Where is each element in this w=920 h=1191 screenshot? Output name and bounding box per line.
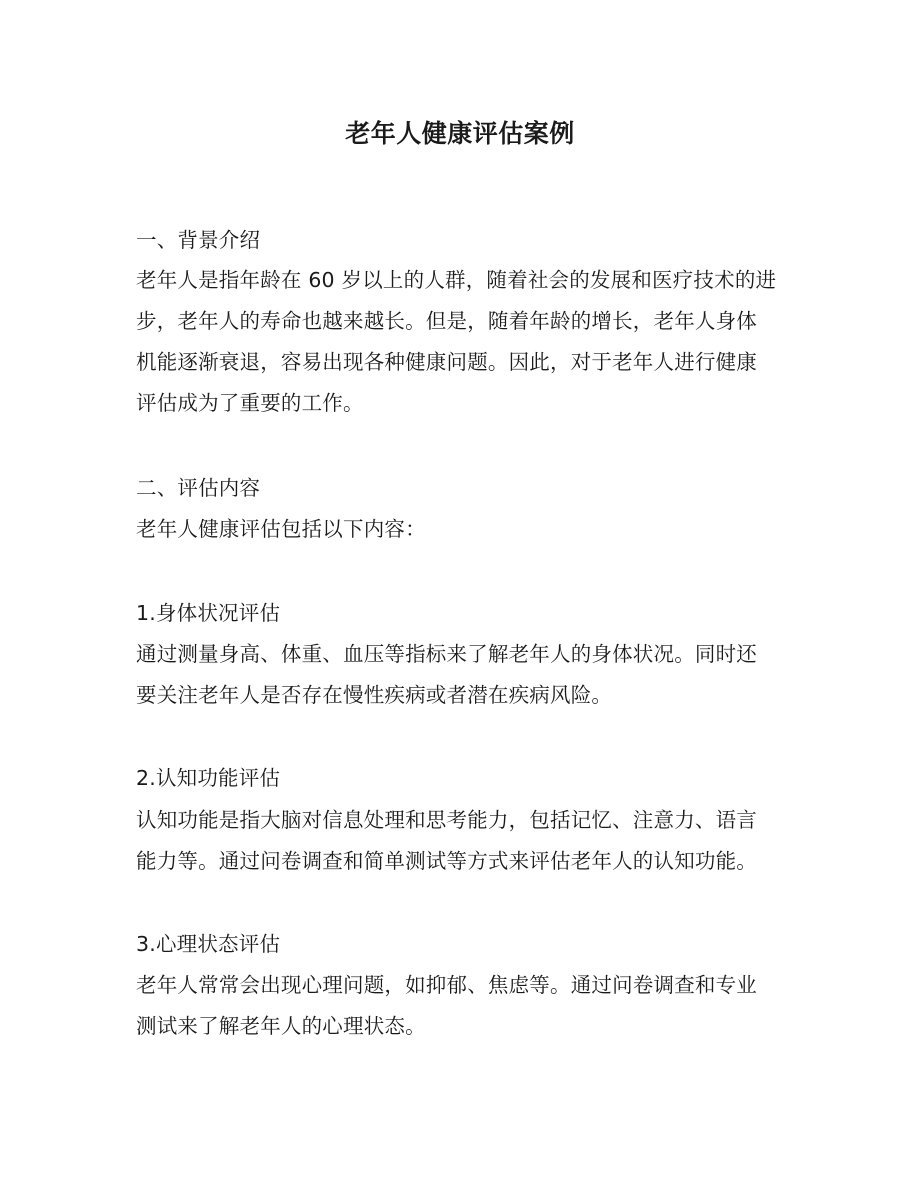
- paragraph-line: 步，老年人的寿命也越来越长。但是，随着年龄的增长，老年人身体: [136, 309, 757, 333]
- section-heading-assessment-content: 二、评估内容: [136, 476, 261, 500]
- section-heading-background: 一、背景介绍: [136, 228, 261, 252]
- paragraph-line: 老年人常常会出现心理问题，如抑郁、焦虑等。通过问卷调查和专业: [136, 973, 757, 997]
- item-heading-physical: 1.身体状况评估: [136, 601, 281, 625]
- paragraph-line: 通过测量身高、体重、血压等指标来了解老年人的身体状况。同时还: [136, 642, 757, 666]
- document-title: 老年人健康评估案例: [345, 119, 575, 148]
- paragraph-line: 评估成为了重要的工作。: [136, 391, 364, 415]
- paragraph-line: 老年人健康评估包括以下内容：: [136, 517, 426, 541]
- paragraph-line: 能力等。通过问卷调查和简单测试等方式来评估老年人的认知功能。: [136, 849, 757, 873]
- item-heading-psychological: 3.心理状态评估: [136, 932, 281, 956]
- paragraph-line: 测试来了解老年人的心理状态。: [136, 1014, 426, 1038]
- paragraph-line: 要关注老年人是否存在慢性疾病或者潜在疾病风险。: [136, 683, 613, 707]
- paragraph-line: 老年人是指年龄在 60 岁以上的人群，随着社会的发展和医疗技术的进: [136, 268, 777, 292]
- paragraph-line: 认知功能是指大脑对信息处理和思考能力，包括记忆、注意力、语言: [136, 808, 757, 832]
- paragraph-line: 机能逐渐衰退，容易出现各种健康问题。因此，对于老年人进行健康: [136, 350, 757, 374]
- item-heading-cognitive: 2.认知功能评估: [136, 766, 281, 790]
